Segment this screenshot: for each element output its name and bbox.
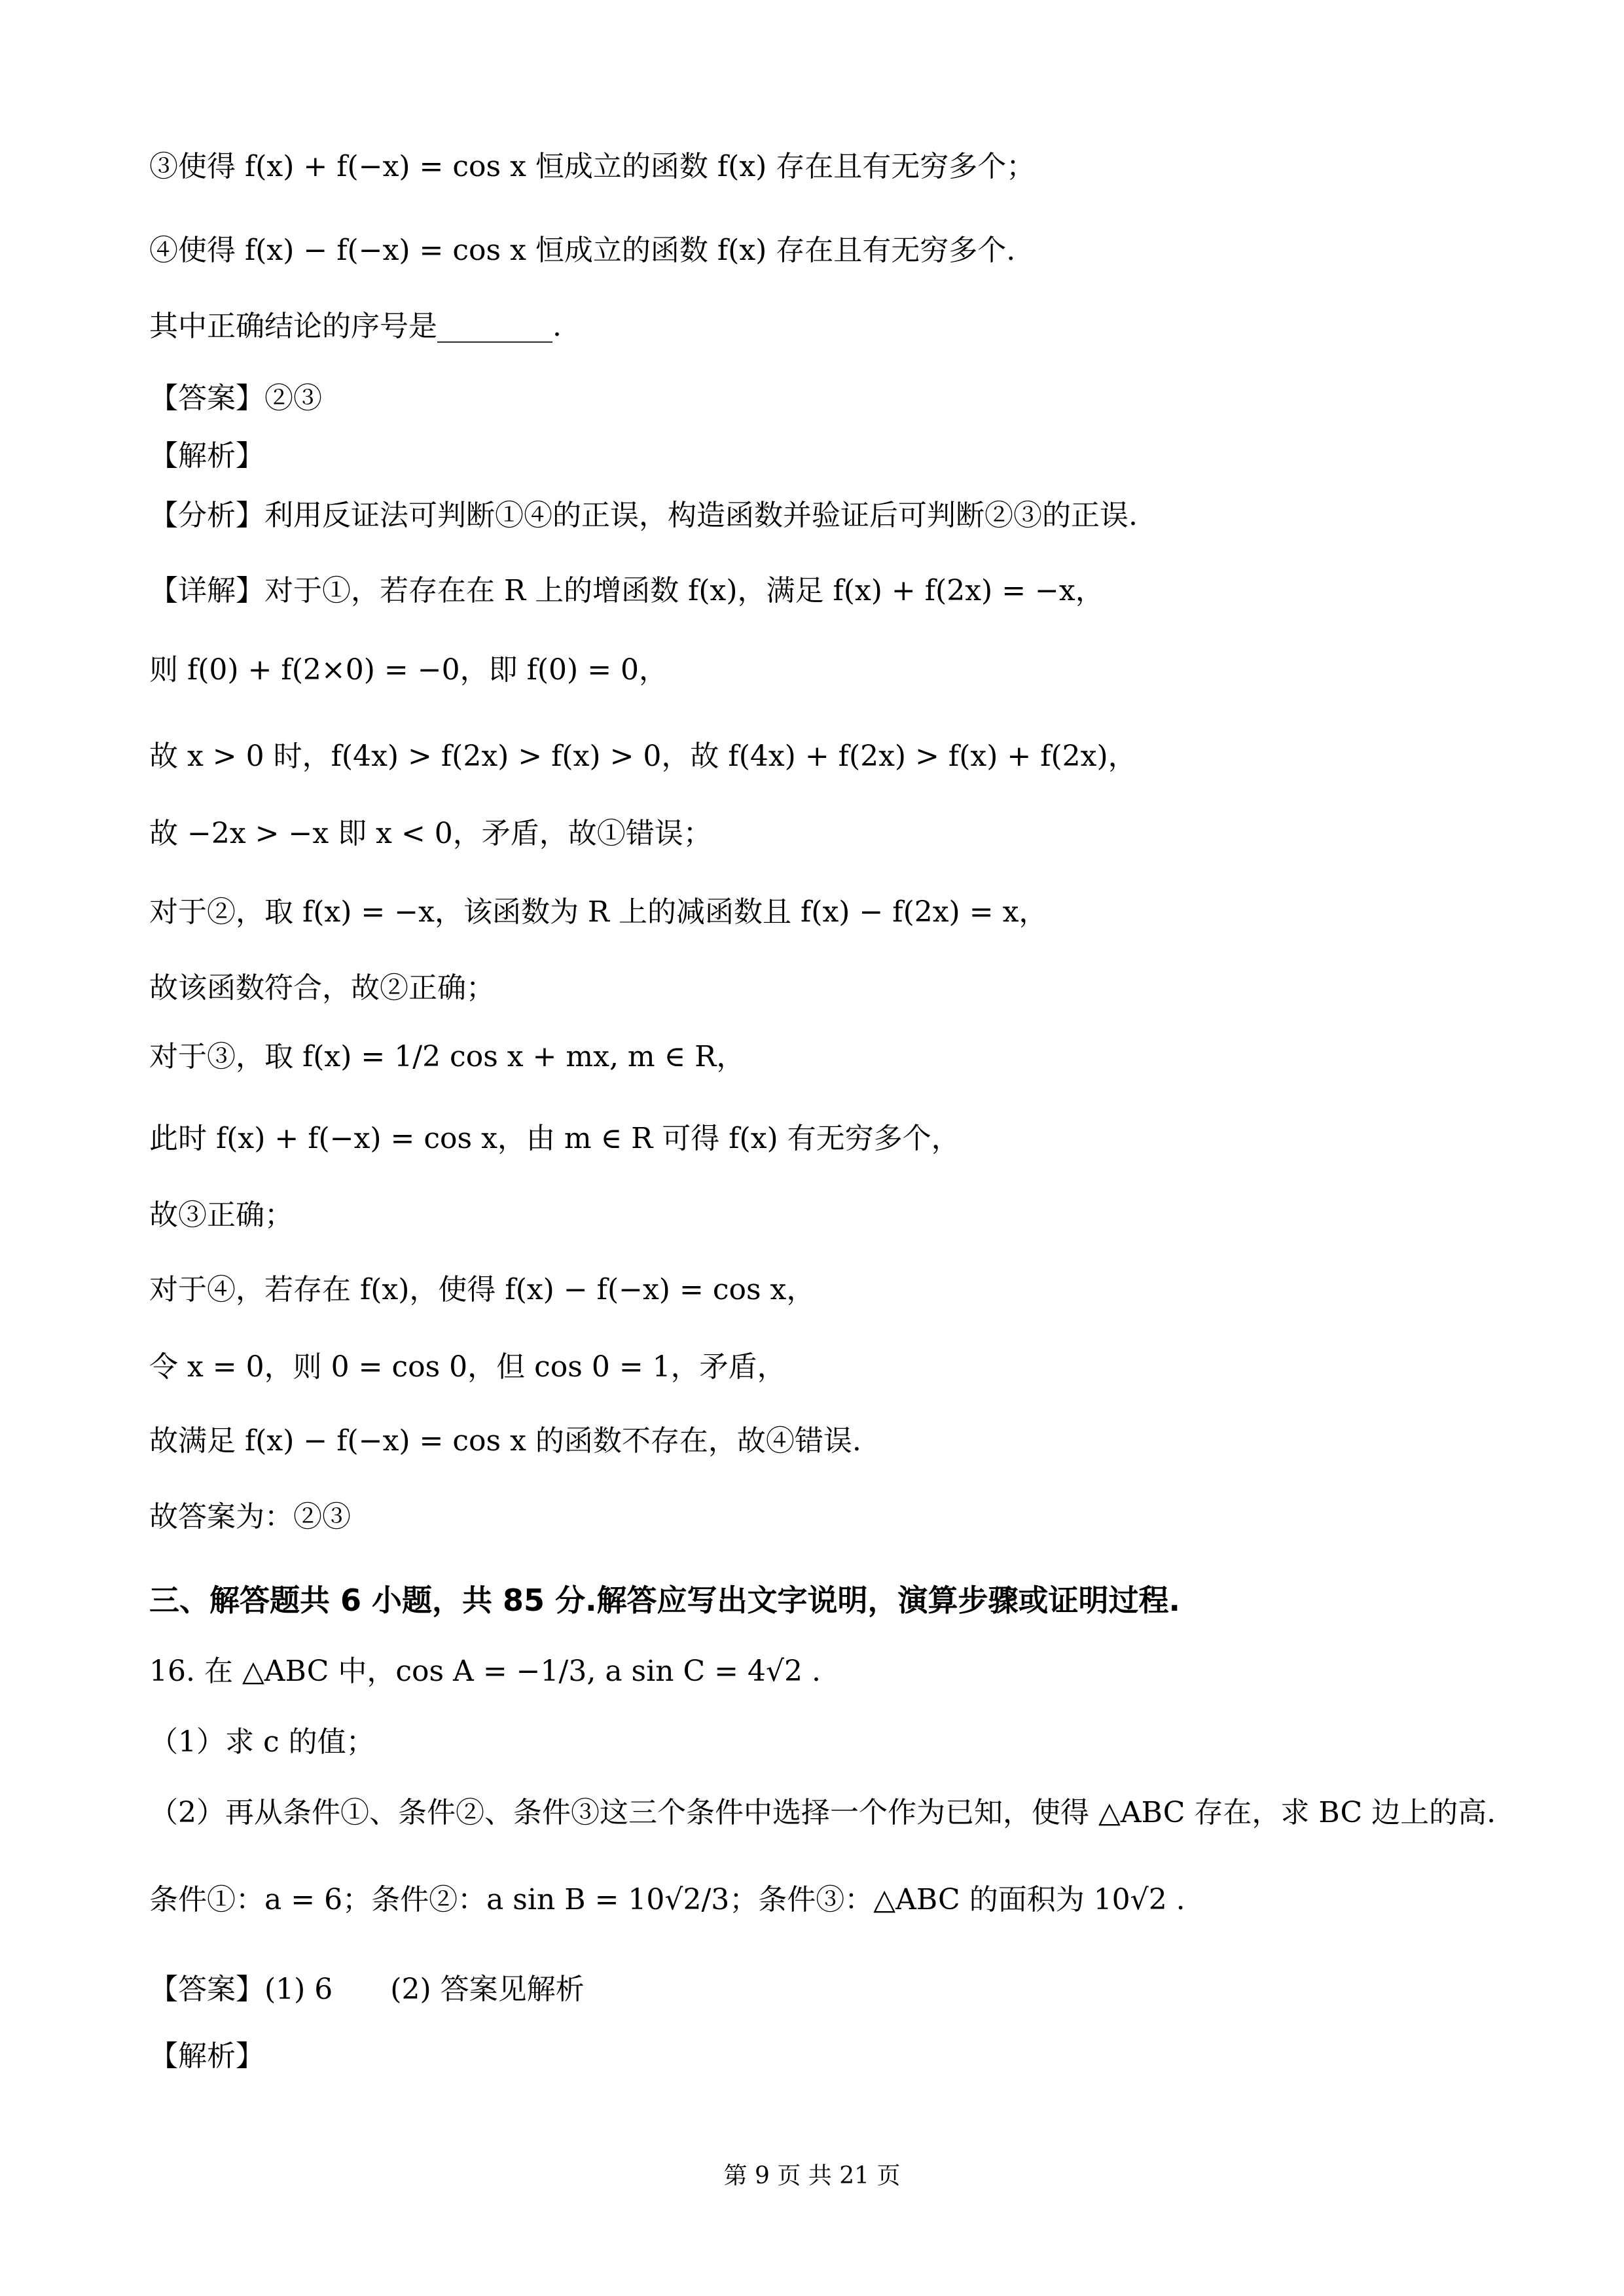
section-heading: 三、解答题共 6 小题，共 85 分.解答应写出文字说明，演算步骤或证明过程. [149, 1583, 1181, 1618]
line-18: 故满足 f(x) − f(−x) = cos x 的函数不存在，故④错误. [149, 1424, 861, 1458]
line-8: 则 f(0) + f(2×0) = −0，即 f(0) = 0， [149, 653, 668, 687]
line-17: 令 x = 0，则 0 = cos 0，但 cos 0 = 1，矛盾， [149, 1350, 786, 1384]
line-12: 故该函数符合，故②正确； [149, 971, 495, 1005]
line-3: 其中正确结论的序号是________. [149, 310, 562, 343]
analysis-label: 【解析】 [149, 439, 264, 473]
line-10: 故 −2x > −x 即 x < 0，矛盾，故①错误； [149, 817, 712, 850]
line-11: 对于②，取 f(x) = −x，该函数为 R 上的减函数且 f(x) − f(2x) = x， [149, 895, 1048, 929]
line-9: 故 x > 0 时，f(4x) > f(2x) > f(x) > 0，故 f(4x) + f(2x) > f(x) + f(2x)， [149, 740, 1137, 773]
question-16-conditions: 条件①：a = 6；条件②：a sin B = 10√2/3；条件③：△ABC 的面积为 10√2 . [149, 1883, 1185, 1916]
question-16-part-2: （2）再从条件①、条件②、条件③这三个条件中选择一个作为已知，使得 △ABC 存在，求 BC 边上的高. [149, 1796, 1496, 1829]
question-16-part-1: （1）求 c 的值； [149, 1725, 375, 1759]
analysis-16-label: 【解析】 [149, 2039, 264, 2073]
line-19: 故答案为：②③ [149, 1500, 351, 1534]
answer-label: 【答案】②③ [149, 382, 322, 415]
answer-16: 【答案】(1) 6 (2) 答案见解析 [149, 1973, 585, 2006]
line-7: 【详解】对于①，若存在在 R 上的增函数 f(x)，满足 f(x) + f(2x) = −x， [149, 574, 1104, 607]
line-16: 对于④，若存在 f(x)，使得 f(x) − f(−x) = cos x， [149, 1273, 816, 1306]
line-13: 对于③，取 f(x) = 1/2 cos x + mx, m ∈ R， [149, 1040, 746, 1073]
line-15: 故③正确； [149, 1198, 293, 1232]
question-16: 16. 在 △ABC 中，cos A = −1/3, a sin C = 4√2 . [149, 1655, 821, 1688]
page-footer: 第 9 页 共 21 页 [723, 2162, 901, 2189]
line-2: ④使得 f(x) − f(−x) = cos x 恒成立的函数 f(x) 存在且有无穷多个. [149, 234, 1016, 267]
line-6: 【分析】利用反证法可判断①④的正误，构造函数并验证后可判断②③的正误. [149, 499, 1138, 532]
line-14: 此时 f(x) + f(−x) = cos x，由 m ∈ R 可得 f(x) 有无穷多个， [149, 1122, 960, 1155]
line-1: ③使得 f(x) + f(−x) = cos x 恒成立的函数 f(x) 存在且有无穷多个； [149, 150, 1036, 183]
